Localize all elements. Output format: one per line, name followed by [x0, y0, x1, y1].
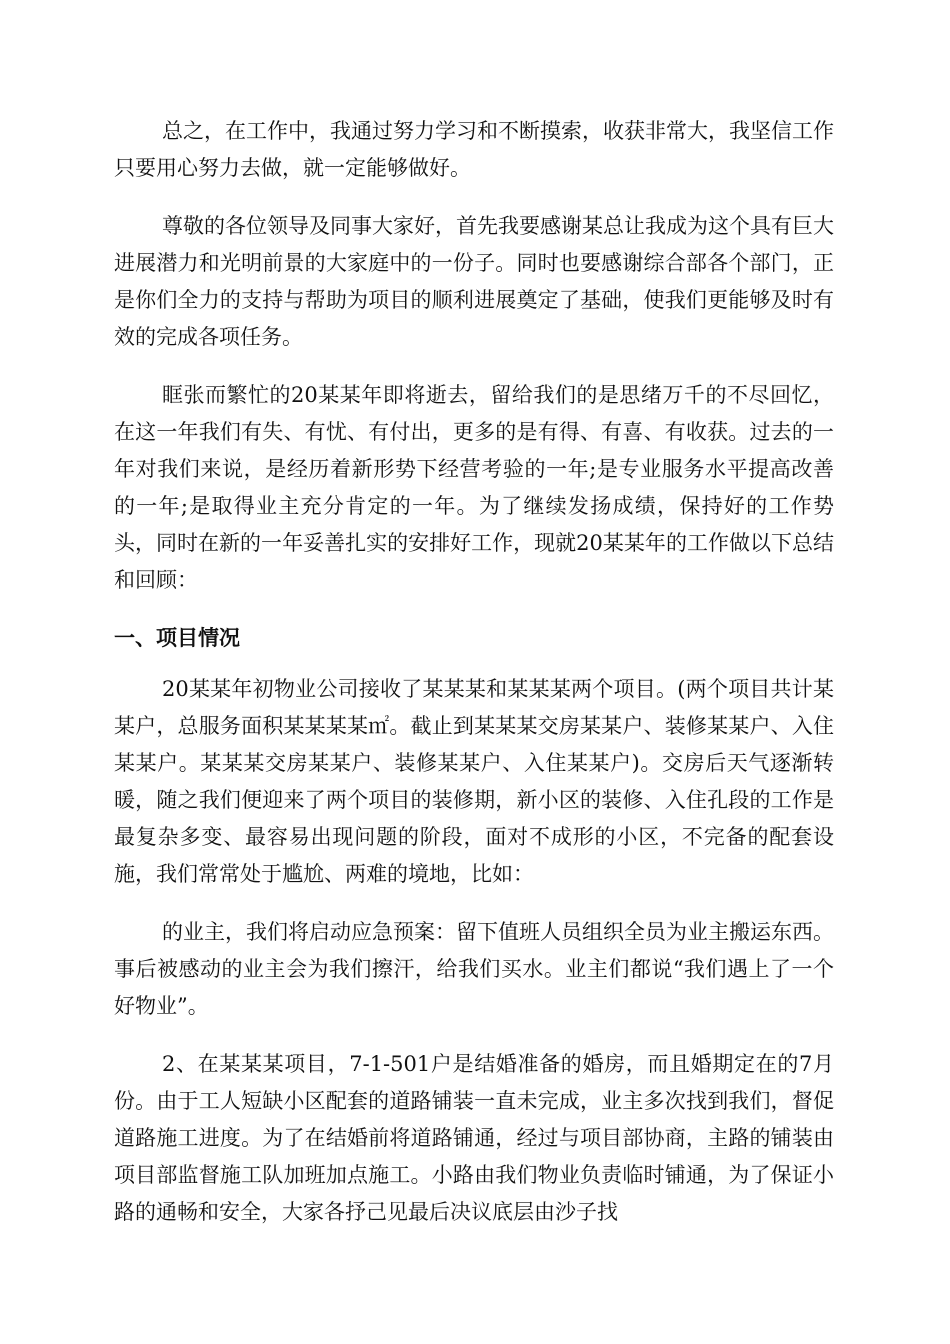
- paragraph-emergency: 的业主，我们将启动应急预案：留下值班人员组织全员为业主搬运东西。事后被感动的业主会为我们擦汗，给我们买水。业主们都说“我们遇上了一个好物业”。: [114, 920, 834, 1018]
- paragraph-road-case: 2、在某某某项目，7-1-501户是结婚准备的婚房，而且婚期定在的7月份。由于工人短缺小区配套的道路铺装一直未完成，业主多次找到我们，督促道路施工进度。为了在结婚前将道路铺通，经过与项目部协商，主路的铺装由项目部监督施工队加班加点施工。小路由我们物业负责临时铺通，为了保证小路的通畅和安全，大家各抒己见最后决议底层由沙子找: [114, 1052, 834, 1224]
- paragraph-year-review: 眶张而繁忙的20某某年即将逝去，留给我们的是思绪万千的不尽回忆，在这一年我们有失、有忧、有付出，更多的是有得、有喜、有收获。过去的一年对我们来说，是经历着新形势下经营考验的一年;是专业服务水平提高改善的一年;是取得业主充分肯定的一年。为了继续发扬成绩，保持好的工作势头，同时在新的一年妥善扎实的安排好工作，现就20某某年的工作做以下总结和回顾：: [114, 383, 834, 592]
- paragraph-thanks: 尊敬的各位领导及同事大家好，首先我要感谢某总让我成为这个具有巨大进展潜力和光明前景的大家庭中的一份子。同时也要感谢综合部各个部门，正是你们全力的支持与帮助为项目的顺利进展奠定了基础，使我们更能够及时有效的完成各项任务。: [114, 214, 834, 349]
- paragraph-summary: 总之，在工作中，我通过努力学习和不断摸索，收获非常大，我坚信工作只要用心努力去做，就一定能够做好。: [114, 119, 834, 180]
- paragraph-project-intro: 20某某年初物业公司接收了某某某和某某某两个项目。(两个项目共计某某户，总服务面积某某某某㎡。截止到某某某交房某某户、装修某某户、入住某某户。某某某交房某某户、装修某某户、入住某某户)。交房后天气逐渐转暖，随之我们便迎来了两个项目的装修期，新小区的装修、入住孔段的工作是最复杂多变、最容易出现问题的阶段，面对不成形的小区，不完备的配套设施，我们常常处于尴尬、两难的境地，比如：: [114, 677, 834, 886]
- document-body: [114, 113, 834, 1252]
- section-heading: 一、项目情况: [114, 626, 240, 650]
